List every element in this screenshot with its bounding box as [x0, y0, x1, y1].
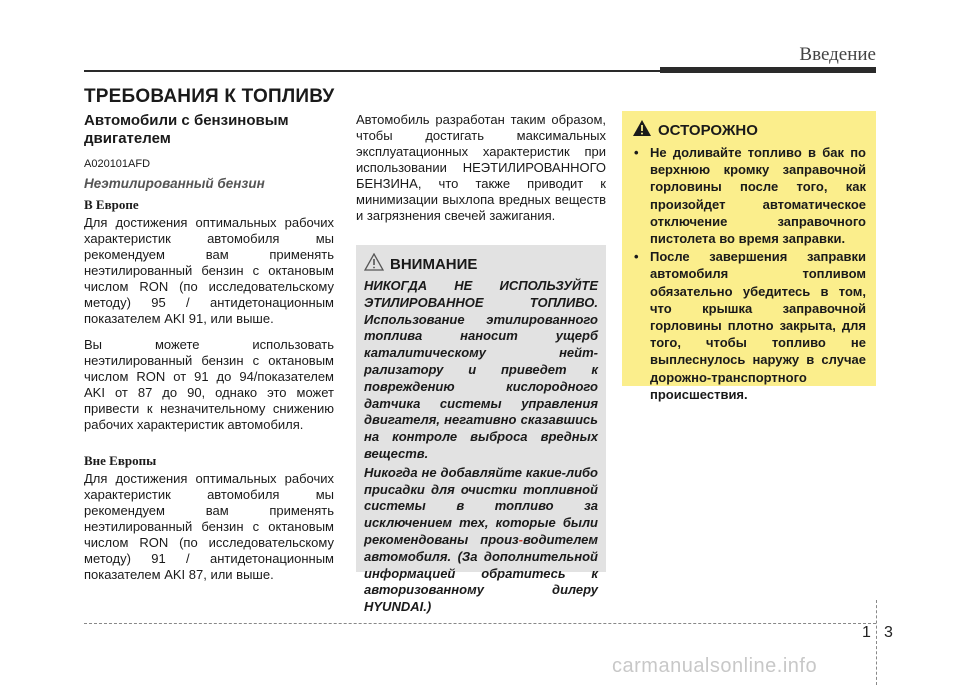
section-heading: Автомобили с бензиновым двигателем: [84, 112, 289, 147]
caution-title: ОСТОРОЖНО: [658, 121, 758, 139]
caution-item: [632, 248, 866, 403]
warning-triangle-icon: [364, 253, 390, 275]
caution-header: [632, 119, 866, 141]
caution-item-text: После завершения заправки автомобиля топливом обязательно убедитесь в том, что крышка заправочной горловины плотно закрыта, для того, чтобы топливо не выплеснулось наружу в случае дорожно-транспортного происшествия.: [650, 249, 866, 402]
column-middle: [356, 112, 606, 234]
notice-text-additives-part1: Никогда не добавляйте какие-либо присадки для очистки топливной системы в топливо за исключением тех, которые были рекомендованы произ: [364, 464, 598, 547]
footer-divider: [876, 600, 877, 685]
hyphen-mark: -: [518, 531, 523, 547]
header-rule: [84, 70, 660, 72]
notice-text-additives-part2: водителем автомобиля. (За дополнительной информацией обратитесь к авторизованному дилеру HYUNDAI.): [364, 531, 598, 615]
notice-title: ВНИМАНИЕ: [390, 255, 478, 273]
notice-text-leaded: НИКОГДА НЕ ИСПОЛЬЗУЙТЕ ЭТИЛИРОВАННОЕ ТОПЛИВО. Использование этилированного топлива наносит ущерб каталитическому нейт-рализатору и приведет к повреждению кислородного датчика системы управления двигателя, негативно сказавшись на контроле выброса вредных веществ.: [364, 278, 598, 461]
notice-box: [356, 245, 606, 615]
column-left: [84, 112, 334, 593]
section-code: A020101AFD: [84, 158, 151, 170]
caution-item-text: Не доливайте топливо в бак по верхнюю кромку заправочной горловины после того, как произойдет автоматическое отключение заправочного пистолета во время заправки.: [650, 145, 866, 247]
header-bar: [660, 67, 876, 73]
paragraph-unleaded-design: Автомобиль разработан таким образом, чтобы достигать максимальных эксплуатационных характеристик при использовании НЕЭТИЛИРОВАННОГО БЕНЗИНА, что также приводит к минимизации выхлопа вредных веществ и загрязнения свечей зажигания.: [356, 112, 606, 223]
page-number-chapter: 1: [862, 624, 871, 641]
header-title: Введение: [799, 44, 876, 65]
notice-header: [364, 253, 598, 275]
caution-box: [622, 111, 876, 402]
page-number-page: 3: [884, 624, 893, 641]
bullet-mark: •: [634, 249, 639, 265]
paragraph-outside-europe: Для достижения оптимальных рабочих характеристик автомобиля мы рекомендуем вам применять неэтилированный бензин с октановым числом RON (по исследовательскому методу) 91 / антидетонационным показателем AKI 87, или выше.: [84, 471, 334, 582]
subheading: Неэтилированный бензин: [84, 176, 265, 191]
region-outside-europe-label: Вне Европы: [84, 453, 157, 468]
caution-list: [632, 144, 866, 403]
footer-rule: [84, 623, 876, 624]
caution-item: [632, 144, 866, 247]
warning-triangle-filled-icon: [632, 119, 658, 141]
paragraph-europe-alternative: Вы можете использовать неэтилированный бензин с октановым числом RON от 91 до 94/показателем AKI от 87 до 90, однако это может привести к незначительному снижению рабочих характеристик автомобиля.: [84, 337, 334, 432]
notice-text-additives: [364, 465, 598, 616]
paragraph-europe-recommended: Для достижения оптимальных рабочих характеристик автомобиля мы рекомендуем вам применять неэтилированный бензин с октановым числом RON (по исследовательскому методу) 95 / антидетонационным показателем AKI 91, или выше.: [84, 215, 334, 326]
region-europe-label: В Европе: [84, 197, 139, 212]
page-title: ТРЕБОВАНИЯ К ТОПЛИВУ: [84, 86, 335, 107]
watermark: carmanualsonline.info: [612, 655, 818, 677]
bullet-mark: •: [634, 145, 639, 160]
